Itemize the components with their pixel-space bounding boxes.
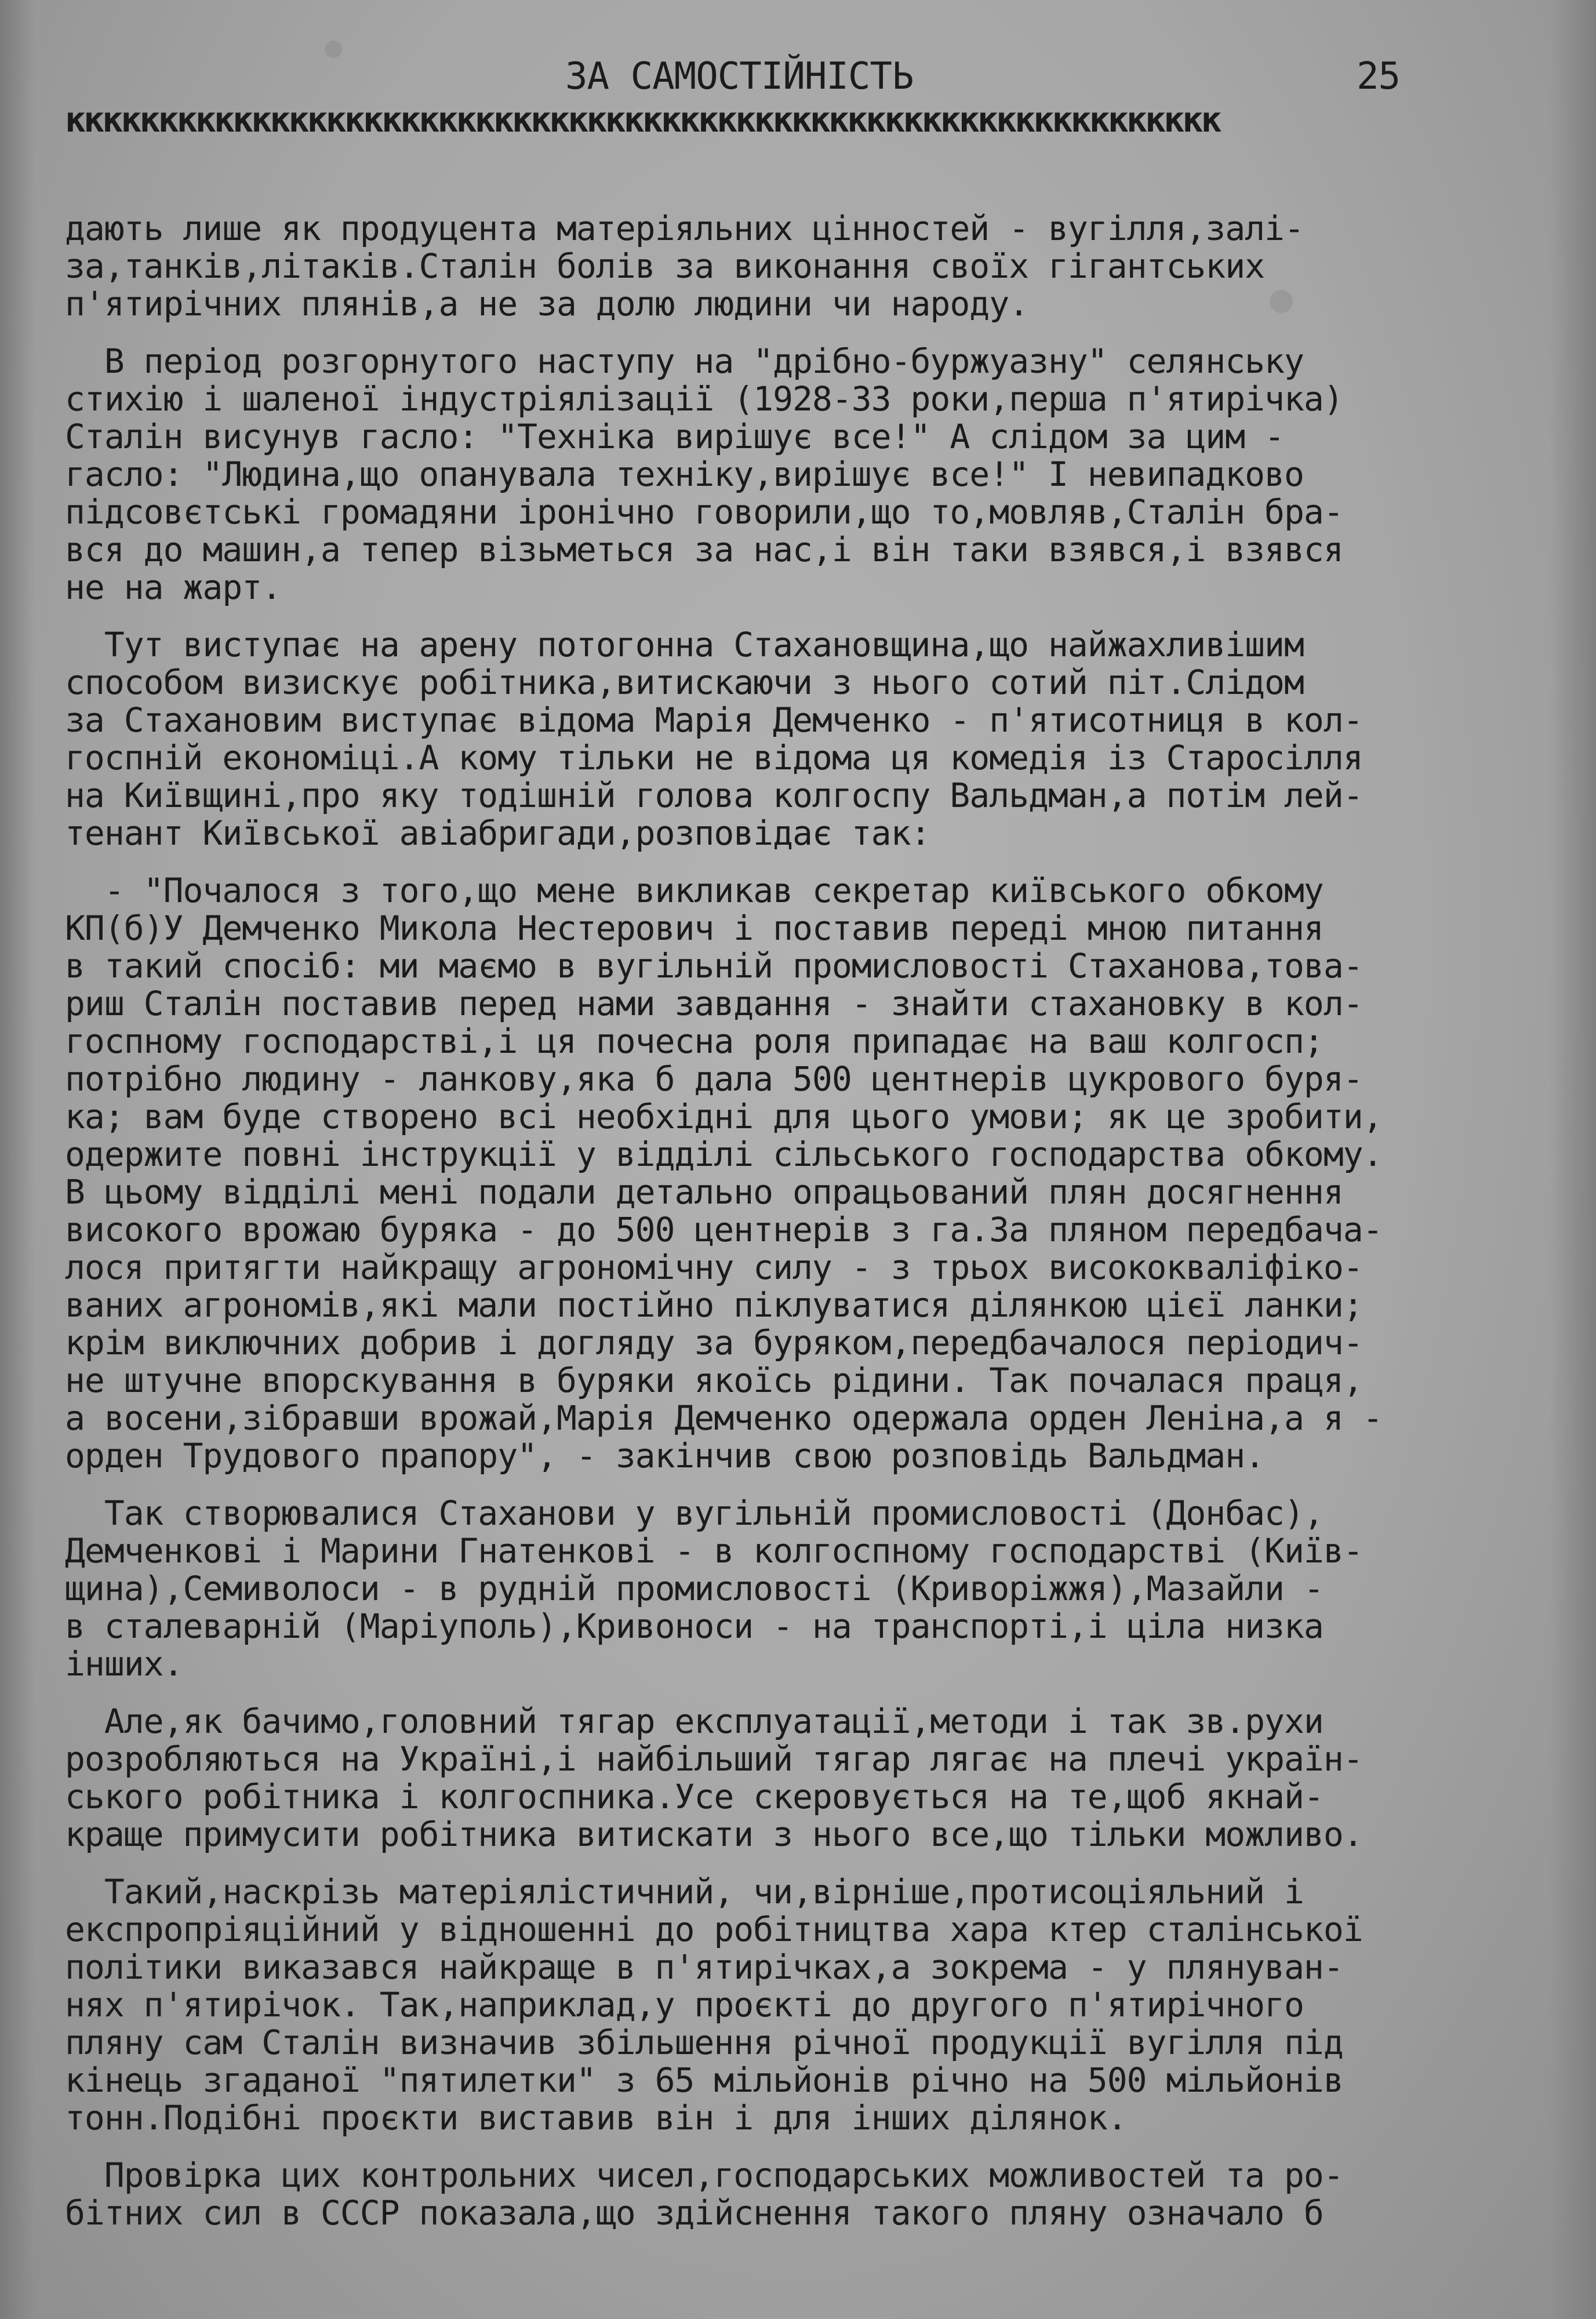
text-line: потрібно людину - ланкову,яка б дала 500 центнерів цукрового буря-: [65, 1059, 1363, 1099]
text-line: дають лише як продуцента матеріяльних цінностей - вугілля,залі-: [65, 209, 1304, 248]
text-line: тенант Київської авіабригади,розповідає так:: [65, 813, 930, 853]
text-line: в такий спосіб: ми маємо в вугільній промисловості Стаханова,това-: [65, 946, 1363, 986]
header-separator: кккккккккккккккккккккккккккккккккккккккккккккккккккккккккккккк: [65, 100, 1220, 140]
text-line: ваних агрономів,які мали постійно піклуватися ділянкою цієї ланки;: [65, 1285, 1363, 1325]
text-line: - "Почалося з того,що мене викликав секретар київського обкому: [65, 871, 1324, 910]
text-line: розробляються на Україні,і найбільший тягар лягає на плечі україн-: [65, 1739, 1363, 1779]
text-line: Тут виступає на арену потогонна Стахановщина,що найжахливішим: [65, 625, 1304, 664]
text-line: щина),Семиволоси - в рудній промисловості (Криворіжжя),Мазайли -: [65, 1569, 1324, 1608]
text-line: п'ятирічних плянів,а не за долю людини чи народу.: [65, 284, 1029, 324]
text-line: одержите повні інструкції у відділі сільського господарства обкому.: [65, 1135, 1383, 1174]
text-line: госпному господарстві,і ця почесна роля припадає на ваш колгосп;: [65, 1022, 1324, 1061]
paragraph: [65, 210, 1549, 323]
paragraph: [65, 343, 1549, 606]
page-number: 25: [1357, 55, 1401, 98]
running-header-title: ЗА САМОСТІЙНІСТЬ: [565, 55, 914, 98]
text-line: способом визискує робітника,витискаючи з нього сотий піт.Слідом: [65, 663, 1304, 702]
text-line: політики виказався найкраще в п'ятирічках,а зокрема - у плянуван-: [65, 1947, 1343, 1987]
text-line: В період розгорнутого наступу на "дрібно-буржуазну" селянську: [65, 341, 1304, 381]
text-line: риш Сталін поставив перед нами завдання - знайти стахановку в кол-: [65, 984, 1363, 1023]
text-line: В цьому відділі мені подали детально опрацьований плян досягнення: [65, 1172, 1343, 1212]
document-body: [65, 210, 1549, 2252]
text-line: пляну сам Сталін визначив збільшення річної продукції вугілля під: [65, 2023, 1343, 2062]
text-line: високого врожаю буряка - до 500 центнерів з га.За пляном передбача-: [65, 1210, 1383, 1249]
text-line: орден Трудового прапору", - закінчив свою розповідь Вальдман.: [65, 1436, 1265, 1475]
text-line: Такий,наскрізь матеріялістичний, чи,вірніше,протисоціяльний і: [65, 1872, 1304, 1911]
text-line: за,танків,літаків.Сталін болів за виконання своїх гігантських: [65, 246, 1265, 286]
paragraph: [65, 626, 1549, 852]
text-line: ського робітника і колгоспника.Усе скеровується на те,щоб якнай-: [65, 1777, 1324, 1816]
text-line: тонн.Подібні проєкти виставив він і для інших ділянок.: [65, 2098, 1127, 2138]
text-line: КП(б)У Демченко Микола Нестерович і поставив переді мною питання: [65, 908, 1324, 948]
text-line: експропріяційний у відношенні до робітництва хара ктер сталінської: [65, 1910, 1363, 1949]
paragraph: [65, 1703, 1549, 1853]
page-edge-shadow-left: [0, 0, 35, 2319]
text-line: інших.: [65, 1644, 183, 1684]
text-line: нях п'ятирічок. Так,наприклад,у проєкті до другого п'ятирічного: [65, 1985, 1304, 2024]
text-line: Так створювалися Стаханови у вугільній промисловості (Донбас),: [65, 1493, 1324, 1533]
text-line: Демченкові і Марини Гнатенкові - в колгоспному господарстві (Київ-: [65, 1531, 1363, 1571]
text-line: Але,як бачимо,головний тягар експлуатації,методи і так зв.рухи: [65, 1702, 1324, 1741]
text-line: підсовєтські громадяни іронічно говорили,що то,мовляв,Сталін бра-: [65, 492, 1343, 532]
text-line: не на жарт.: [65, 568, 282, 607]
paper-stain: [325, 41, 342, 58]
text-line: кінець згаданої "пятилетки" з 65 мільйонів річно на 500 мільйонів: [65, 2060, 1343, 2100]
text-line: краще примусити робітника витискати з нього все,що тільки можливо.: [65, 1815, 1363, 1854]
text-line: в сталеварній (Маріуполь),Кривоноси - на транспорті,і ціла низка: [65, 1606, 1324, 1646]
text-line: за Стахановим виступає відома Марія Демченко - п'ятисотниця в кол-: [65, 700, 1363, 740]
text-line: бітних сил в СССР показала,що здійснення такого пляну означало б: [65, 2193, 1324, 2233]
text-line: крім виключних добрив і догляду за буряком,передбачалося періодич-: [65, 1323, 1363, 1362]
page-edge-shadow-right: [1550, 0, 1596, 2319]
paragraph: [65, 872, 1549, 1475]
text-line: ка; вам буде створено всі необхідні для цього умови; як це зробити,: [65, 1097, 1383, 1136]
text-line: Сталін висунув гасло: "Техніка вирішує все!" А слідом за цим -: [65, 417, 1284, 456]
text-line: лося притягти найкращу агрономічну силу - з трьох висококваліфіко-: [65, 1248, 1363, 1287]
text-line: Провірка цих контрольних чисел,господарських можливостей та ро-: [65, 2156, 1343, 2195]
paragraph: [65, 2157, 1549, 2232]
paragraph: [65, 1873, 1549, 2137]
text-line: стихію і шаленої індустріялізації (1928-33 роки,перша п'ятирічка): [65, 379, 1343, 419]
text-line: не штучне впорскування в буряки якоїсь рідини. Так почалася праця,: [65, 1361, 1363, 1400]
text-line: вся до машин,а тепер візьметься за нас,і він таки взявся,і взявся: [65, 530, 1343, 569]
text-line: госпній економіці.А кому тільки не відома ця комедія із Старосілля: [65, 738, 1363, 777]
paragraph: [65, 1495, 1549, 1683]
text-line: гасло: "Людина,що опанувала техніку,вирішує все!" І невипадково: [65, 455, 1304, 494]
text-line: а восени,зібравши врожай,Марія Демченко одержала орден Леніна,а я -: [65, 1398, 1383, 1438]
text-line: на Київщині,про яку тодішній голова колгоспу Вальдман,а потім лей-: [65, 776, 1363, 815]
